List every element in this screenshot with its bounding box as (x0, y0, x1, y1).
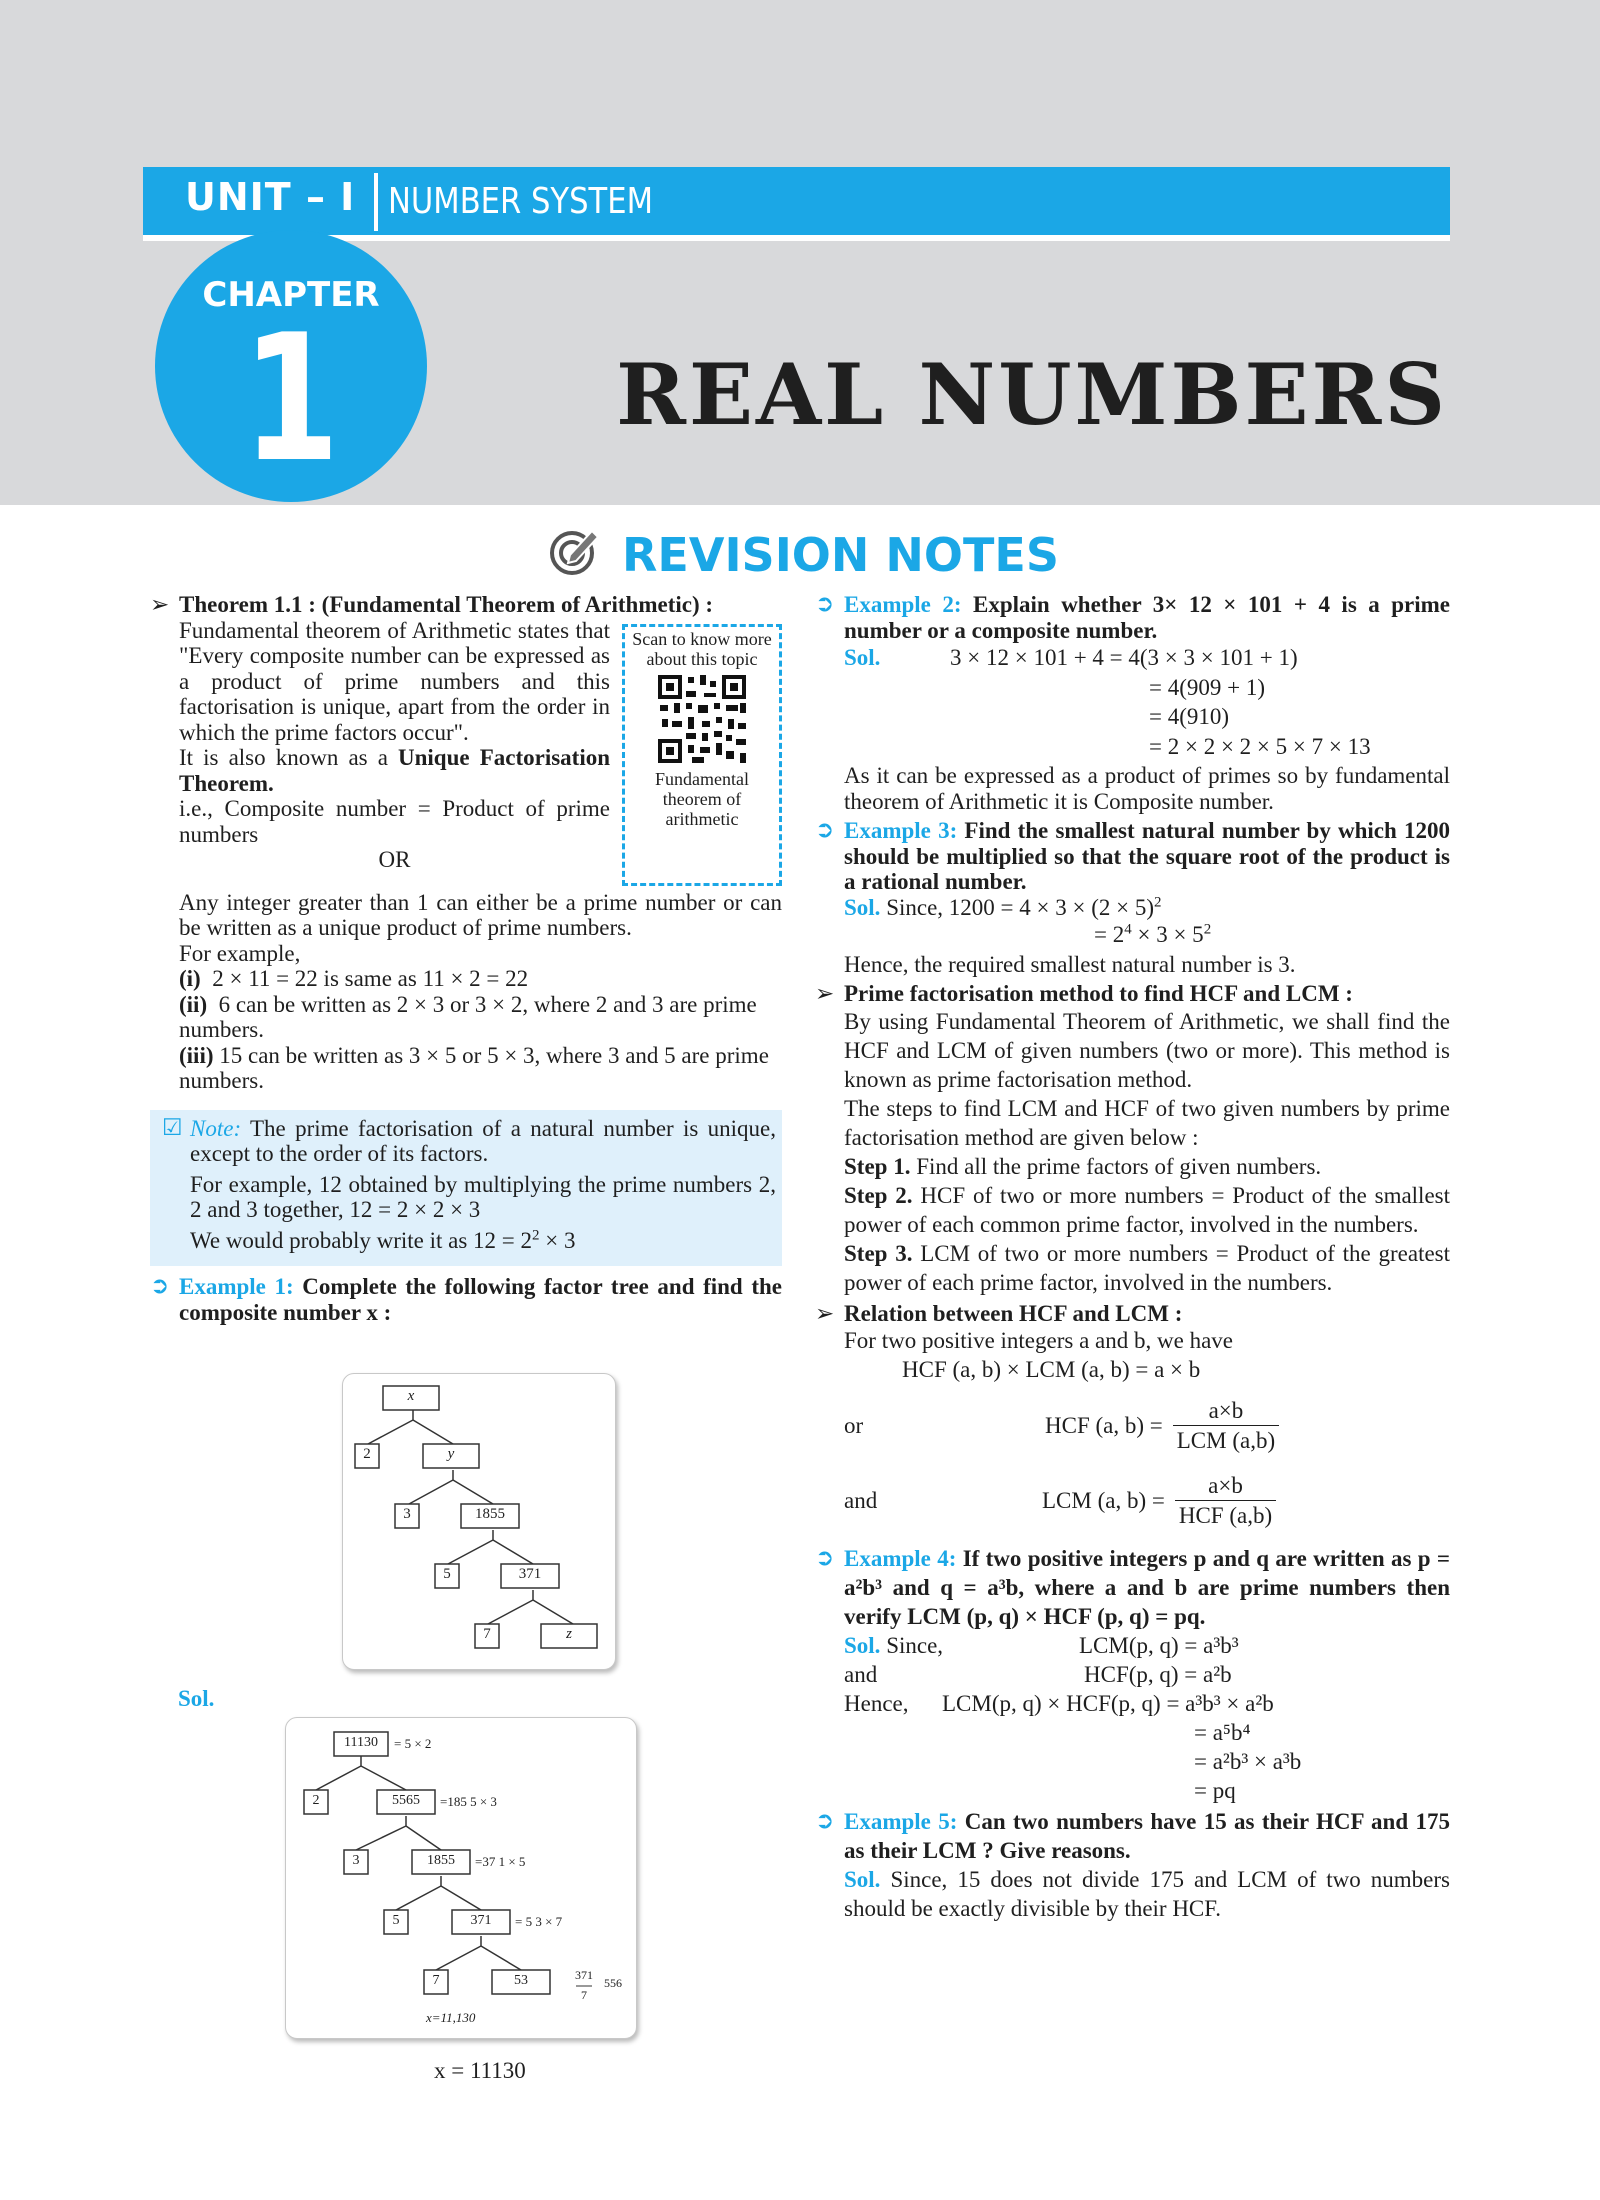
checkbox-icon: ☑ (162, 1114, 183, 1141)
tree1-root: x (407, 1388, 415, 1404)
tree2-side-note: 556 (604, 1976, 622, 1990)
chapter-badge (155, 230, 427, 502)
revision-notes-title: REVISION NOTES (622, 528, 1059, 582)
chapter-word: CHAPTER (202, 275, 380, 315)
tree1-node: 2 (363, 1446, 371, 1462)
tree2-note: =37 1 × 5 (475, 1854, 526, 1869)
example-item-ii: (ii) 6 can be written as 2 × 3 or 3 × 2, where 2 and 3 are prime numbers. (179, 991, 757, 1042)
tree2-node: 5565 (392, 1793, 420, 1808)
qr-code-box[interactable] (622, 624, 782, 886)
step-2: Step 2. HCF of two or more numbers = Product of the smallest power of each common prime factor, involved in the numbers. (844, 1182, 1450, 1237)
tree2-note: = 5 3 × 7 (515, 1914, 563, 1929)
qr-caption-top: Scan to know more about this topic (632, 628, 772, 669)
chapter-number: 1 (242, 298, 340, 501)
prime-factorisation-steps-intro: The steps to find LCM and HCF of two given numbers by prime factorisation method are given below : (844, 1095, 1450, 1150)
tree2-root: 11130 (344, 1735, 378, 1750)
step-1: Step 1. Find all the prime factors of given numbers. (844, 1153, 1322, 1179)
pencil-target-icon (548, 525, 600, 577)
tree1-node: 3 (403, 1506, 411, 1522)
tree1-node: 371 (518, 1566, 542, 1582)
hcf-lcm-relation-heading: ➢ Relation between HCF and LCM : (815, 1300, 1183, 1326)
note-write: We would probably write it as $12 = 2^2 \times 3$ (190, 1226, 576, 1253)
example2-eq-step: = 4(910) (1149, 704, 1230, 729)
example5-solution: Sol. Since, 15 does not divide 175 and LCM of two numbers should be exactly divisible by their HCF. (844, 1867, 1450, 1921)
step-3: Step 3. LCM of two or more numbers = Product of the greatest power of each prime factor, involved in the numbers. (844, 1240, 1451, 1295)
example-item-i: (i) 2 × 11 = 22 is same as 11 × 2 = 22 (179, 966, 529, 991)
tree2-node: 5 (392, 1913, 400, 1928)
unit-label: UNIT – I (185, 175, 356, 219)
example3-solution: Sol. Since, $1200 = 4 \times 3 \times (2 \times 5)^2$ (844, 893, 1162, 920)
prime-factorisation-heading: ➢ Prime factorisation method to find HCF and LCM : (815, 981, 1353, 1006)
qr-caption-bottom: Fundamental theorem of arithmetic (655, 768, 749, 829)
hcf-lcm-relation-text: For two positive integers a and b, we have (844, 1328, 1233, 1353)
final-answer: x = 11130 (434, 2058, 526, 2083)
or-separator: OR (378, 847, 411, 872)
tree2-node: 7 (432, 1973, 440, 1988)
tree2-fraction-num: 371 (575, 1968, 593, 1982)
hcf-formula: or HCF (a, b) = $\frac{a\times b}{\text{LCM (a,b)}}$ (844, 1396, 1450, 1455)
theorem-heading: ➢ Theorem 1.1 : (Fundamental Theorem of Arithmetic) : (150, 592, 714, 617)
tree2-note: =185 5 × 3 (440, 1794, 497, 1809)
theorem-text: Fundamental theorem of Arithmetic states that "Every composite number can be expressed as a product of prime numbers and this factorisation is unique, apart from the order in which the prime factors occur". (179, 617, 610, 745)
example2-eq-step: = 4(909 + 1) (1149, 674, 1266, 700)
example-item-iii: (iii) 15 can be written as 3 × 5 or 5 × 3, where 3 and 5 are prime numbers. (179, 1042, 769, 1093)
example4-step: = a²b³ × a³b (1194, 1749, 1302, 1774)
example4-step: = pq (1194, 1778, 1236, 1803)
unit-subtitle: NUMBER SYSTEM (388, 181, 653, 222)
hcf-lcm-relation-eq: HCF (a, b) × LCM (a, b) = a × b (902, 1357, 1201, 1382)
tree2-fraction-den: 7 (581, 1988, 587, 2002)
example5-question: ➲ Example 5: Can two numbers have 15 as their HCF and 175 as their LCM ? Give reasons. (815, 1808, 1450, 1863)
tree2-note: = 5 × 2 (394, 1736, 432, 1751)
example1-question: ➲ Example 1: Complete the following factor tree and find the composite number x : (150, 1273, 782, 1325)
tree1-node: z (566, 1626, 572, 1642)
factor-tree-question (342, 1373, 616, 1670)
for-example-text: For example, (179, 940, 301, 966)
tree1-node: 7 (483, 1626, 491, 1642)
tree2-result: x=11,130 (426, 2010, 476, 2025)
tree1-node: 1855 (475, 1506, 505, 1522)
note-box (150, 1110, 782, 1267)
example4-question: ➲ Example 4: If two positive integers p and q are written as p = a²b³ and q = a³b, where a and b are prime numbers then verify LCM (p, q) × HCF (p, q) = pq. (815, 1545, 1450, 1629)
tree2-node: 371 (470, 1913, 492, 1928)
tree2-node: 3 (352, 1853, 360, 1868)
tree1-node: y (447, 1446, 455, 1462)
composite-definition: i.e., Composite number = Product of prime numbers (179, 796, 610, 847)
example3-eq-step: = $2^4 \times 3 \times 5^2$ (1094, 921, 1212, 947)
tree2-node: 2 (312, 1793, 320, 1808)
example4-hcf-row: and HCF(p, q) = a²b (844, 1662, 1232, 1687)
note-text: Note: The prime factorisation of a natural number is unique, except to the order of its factors. (190, 1115, 776, 1166)
example2-question: ➲ Example 2: Explain whether 3× 12 × 101 + 4 is a prime number or a composite number. (815, 591, 1450, 643)
left-column (150, 592, 782, 1325)
right-column (815, 592, 1450, 1923)
also-known-text: It is also known as a Unique Factorisation Theorem. (179, 745, 611, 796)
qr-code-icon (656, 673, 748, 765)
tree2-node: 1855 (427, 1853, 455, 1868)
example4-product-row: Hence, LCM(p, q) × HCF(p, q) = a³b³ × a²b (844, 1691, 1274, 1716)
example2-eq-row: Sol. 3 × 12 × 101 + 4 = 4(3 × 3 × 101 + 1) (844, 645, 1298, 670)
lcm-formula: and LCM (a, b) = $\frac{a\times b}{\text{HCF (a,b)}}$ (844, 1471, 1450, 1530)
unit-bar (143, 167, 1450, 241)
example4-lcm-row: Sol. Since, LCM(p, q) = a³b³ (844, 1633, 1239, 1658)
unit-separator (374, 173, 378, 231)
tree1-node: 5 (443, 1566, 451, 1582)
example2-eq-step: = 2 × 2 × 2 × 5 × 7 × 13 (1149, 733, 1371, 759)
prime-factorisation-text: By using Fundamental Theorem of Arithmetic, we shall find the HCF and LCM of given numbers (two or more). This method is known as prime factorisation method. (844, 1008, 1450, 1092)
factor-tree-solution (285, 1717, 637, 2039)
example2-conclusion: As it can be expressed as a product of primes so by fundamental theorem of Arithmetic it is Composite number. (844, 763, 1450, 814)
chapter-title: REAL NUMBERS (616, 345, 1448, 444)
example4-step: = a⁵b⁴ (1194, 1720, 1251, 1745)
example3-question: ➲ Example 3: Find the smallest natural number by which 1200 should be multiplied so that the square root of the product is a rational number. (815, 817, 1450, 894)
example3-conclusion: Hence, the required smallest natural number is 3. (844, 951, 1296, 977)
note-example: For example, 12 obtained by multiplying the prime numbers 2, 2 and 3 together, 12 = 2 × 2 × 3 (190, 1171, 776, 1222)
any-integer-text: Any integer greater than 1 can either be a prime number or can be written as a unique product of prime numbers. (179, 889, 782, 940)
tree2-node: 53 (514, 1973, 528, 1988)
solution-label: Sol. (178, 1686, 215, 1711)
